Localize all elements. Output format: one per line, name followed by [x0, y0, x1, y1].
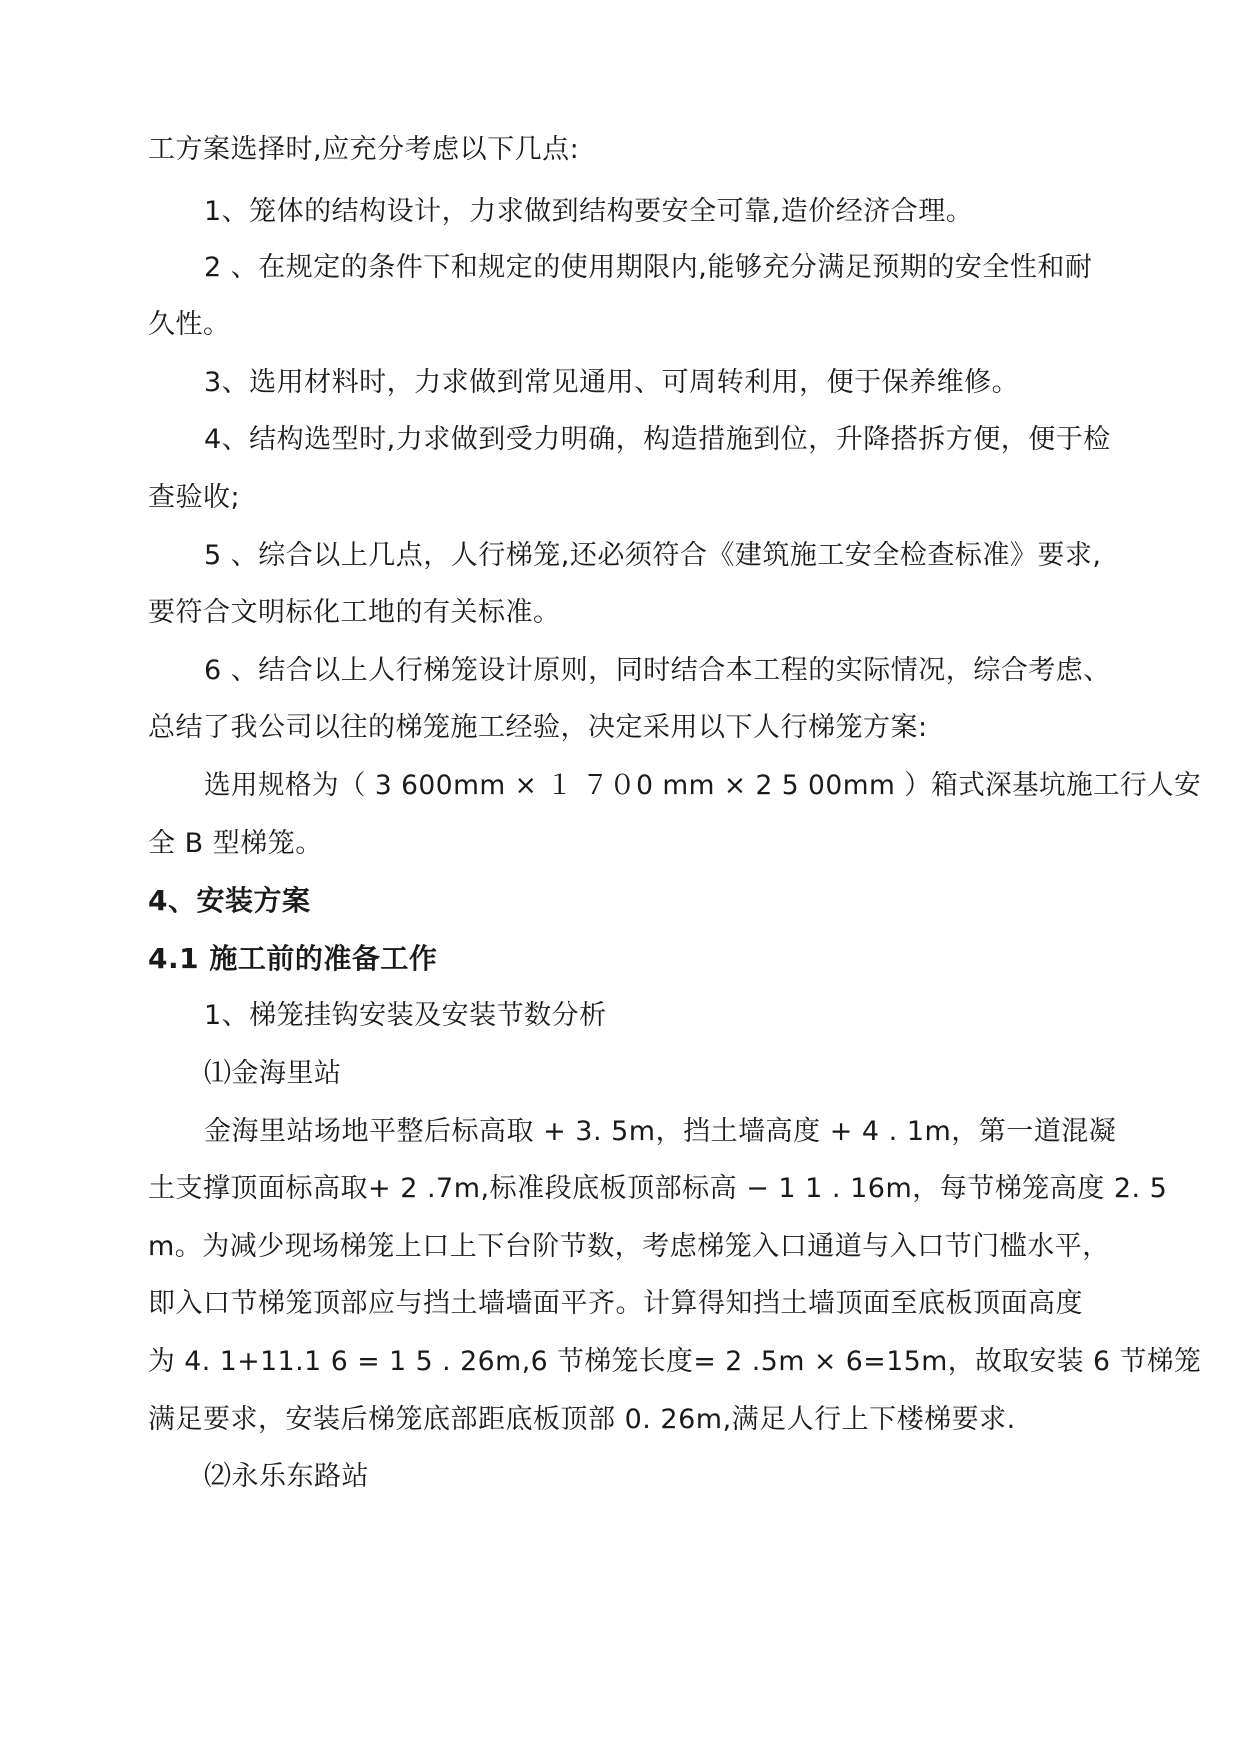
list-item-1: 1、笼体的结构设计，力求做到结构要安全可靠,造价经济合理。 — [204, 196, 974, 227]
station-heading: ⑵永乐东路站 — [204, 1461, 369, 1492]
list-item-5: 5 、综合以上几点，人行梯笼,还必须符合《建筑施工安全检查标准》要求, — [204, 540, 1102, 571]
text-line: 即入口节梯笼顶部应与挡土墙墙面平齐。计算得知挡土墙顶面至底板顶面高度 — [148, 1288, 1083, 1319]
list-item-2: 2 、在规定的条件下和规定的使用期限内,能够充分满足预期的安全性和耐 — [204, 252, 1093, 283]
list-item-3: 3、选用材料时，力求做到常见通用、可周转利用，便于保养维修。 — [204, 367, 1020, 398]
text-line: 总结了我公司以往的梯笼施工经验，决定采用以下人行梯笼方案: — [148, 712, 928, 743]
text-line: 全 B 型梯笼。 — [148, 828, 323, 859]
text-line: 为 4. 1+11.1 6 = 1 5 . 26m,6 节梯笼长度= 2 .5m × 6=15m，故取安装 6 节梯笼 — [148, 1346, 1202, 1377]
spec-line: 选用规格为（ 3 600mm × １ ７０0 mm × 2 5 00mm ）箱式深基坑施工行人安 — [204, 770, 1202, 801]
list-item: 1、梯笼挂钩安装及安装节数分析 — [204, 1000, 607, 1031]
text-line: 查验收; — [148, 482, 241, 513]
subsection-heading: 4.1 施工前的准备工作 — [148, 942, 438, 975]
text-line: 要符合文明标化工地的有关标准。 — [148, 597, 561, 628]
text-line: 久性。 — [148, 309, 231, 340]
station-heading: ⑴金海里站 — [204, 1058, 342, 1089]
text-line: m。为减少现场梯笼上口上下台阶节数，考虑梯笼入口通道与入口节门槛水平， — [148, 1231, 1110, 1262]
text-line: 满足要求，安装后梯笼底部距底板顶部 0. 26m,满足人行上下楼梯要求. — [148, 1404, 1016, 1435]
list-item-4: 4、结构选型时,力求做到受力明确，构造措施到位，升降搭拆方便，便于检 — [204, 424, 1111, 455]
text-line: 金海里站场地平整后标高取 + 3. 5m，挡土墙高度 + 4 . 1m，第一道混凝 — [204, 1116, 1117, 1147]
text-line: 土支撑顶面标高取+ 2 .7m,标准段底板顶部标高 − 1 1 . 16m，每节梯笼高度 2. 5 — [148, 1173, 1168, 1204]
text-line: 工方案选择时,应充分考虑以下几点: — [148, 134, 580, 165]
section-heading: 4、安装方案 — [148, 884, 311, 917]
list-item-6: 6 、结合以上人行梯笼设计原则，同时结合本工程的实际情况，综合考虑、 — [204, 655, 1111, 686]
